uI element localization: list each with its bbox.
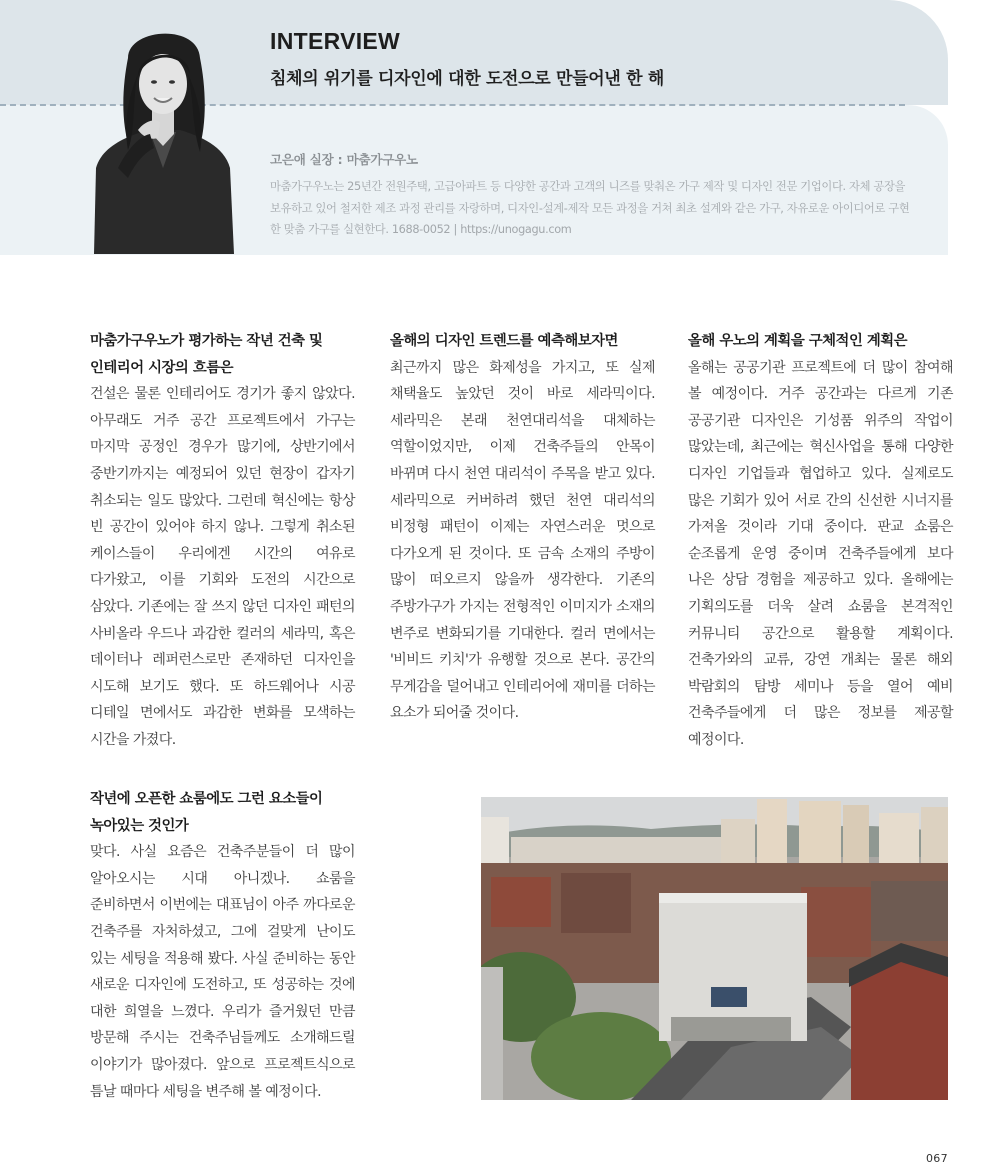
company-bio: 마춤가구우노는 25년간 전원주택, 고급아파트 등 다양한 공간과 고객의 니즈를 맞춰온 가구 제작 및 디자인 전문 기업이다. 자체 공장을 보유하고 있어 철저한 제조 과정 관리를 자랑하며, 디자인-설계-제작 모든 과정을 거쳐 최초 설계와 같은 가구, 자유로운 아이디어로 구현한 맞춤 가구를 실현한다. 1688-0052 | https://unogagu.com [270, 180, 910, 236]
answer-text: 건설은 물론 인테리어도 경기가 좋지 않았다. 아무래도 거주 공간 프로젝트에서 가구는 마지막 공정인 경우가 많기에, 상반기에서 중반기까지는 예정되어 있던 현장이 갑자기 취소되는 일도 많았다. 그런데 혁신에는 항상 빈 공간이 있어야 하지 않나. 그렇게 취소된 케이스들이 우리에겐 시간의 여유로 다가왔고, 이를 기회와 도전의 시간으로 삼았다. 기존에는 잘 쓰지 않던 디자인 패턴의 사비올라 우드나 과감한 컬러의 세라믹, 혹은 데이터나 레퍼런스로만 존재하던 디자인을 시도해 보기도 했다. 또 하드웨어나 시공 디테일 면에서도 과감한 변화를 모색하는 시간을 가졌다. [90, 386, 355, 748]
interviewee-portrait [88, 18, 238, 254]
question-heading: 올해의 디자인 트렌드를 예측해보자면 [390, 333, 618, 349]
interviewee-name: 고은애 실장 : 마춤가구우노 [270, 152, 418, 167]
showroom-aerial-photo [481, 797, 948, 1100]
question-heading: 올해 우노의 계획을 구체적인 계획은 [688, 333, 908, 349]
question-heading: 작년에 오픈한 쇼룸에도 그런 요소들이 녹아있는 것인가 [90, 791, 323, 834]
qa-section-4 [688, 328, 953, 754]
page-number: 067 [926, 1152, 948, 1165]
qa-section-3 [390, 328, 655, 727]
qa-section-1 [90, 328, 355, 754]
qa-section-2 [90, 786, 355, 1105]
answer-text: 최근까지 많은 화제성을 가지고, 또 실제 채택율도 높았던 것이 바로 세라믹이다. 세라믹은 본래 천연대리석을 대체하는 역할이었지만, 이제 건축주들의 안목이 바뀌며 다시 천연 대리석이 주목을 받고 있다. 세라믹으로 커버하려 했던 천연 대리석의 비정형 패턴이 이제는 자연스러운 멋으로 다가오게 된 것이다. 또 금속 소재의 주방이 많이 떠오르지 않을까 생각한다. 기존의 주방가구가 가지는 전형적인 이미지가 소재의 변주로 변화되기를 기대한다. 컬러 면에서는 '비비드 키치'가 유행할 것으로 본다. 공간의 무게감을 덜어내고 인테리어에 재미를 더하는 요소가 되어줄 것이다. [390, 359, 655, 722]
section-kicker: INTERVIEW [270, 28, 401, 54]
answer-text: 올해는 공공기관 프로젝트에 더 많이 참여해 볼 예정이다. 거주 공간과는 다르게 기존 공공기관 디자인은 기성품 위주의 작업이 많았는데, 최근에는 혁신사업을 통해 다양한 디자인 기업들과 협업하고 있다. 실제로도 많은 기회가 있어 서로 간의 신선한 시너지를 가져올 것이라 기대 중이다. 판교 쇼룸은 순조롭게 운영 중이며 건축주들에게 보다 나은 상담 경험을 제공하고 있다. 올해에는 기획의도를 더욱 살려 쇼룸을 본격적인 커뮤니티 공간으로 활용할 계획이다. 건축가와의 교류, 강연 개최는 물론 해외 박람회의 탐방 세미나 등을 열어 예비 건축주들에게 더 많은 정보를 제공할 예정이다. [688, 359, 953, 748]
question-heading: 마춤가구우노가 평가하는 작년 건축 및 인테리어 시장의 흐름은 [90, 333, 323, 376]
answer-text: 맞다. 사실 요즘은 건축주분들이 더 많이 알아오시는 시대 아니겠나. 쇼룸을 준비하면서 이번에는 대표님이 아주 까다로운 건축주를 자처하셨고, 그에 걸맞게 난이도 있는 세팅을 적용해 봤다. 사실 준비하는 동안 새로운 디자인에 도전하고, 또 성공하는 것에 대한 희열을 느꼈다. 우리가 즐거웠던 만큼 방문해 주시는 건축주님들께도 소개해드릴 이야기가 많아졌다. 앞으로 프로젝트식으로 틈날 때마다 세팅을 변주해 볼 예정이다. [90, 844, 355, 1100]
article-headline: 침체의 위기를 디자인에 대한 도전으로 만들어낸 한 해 [270, 69, 665, 89]
